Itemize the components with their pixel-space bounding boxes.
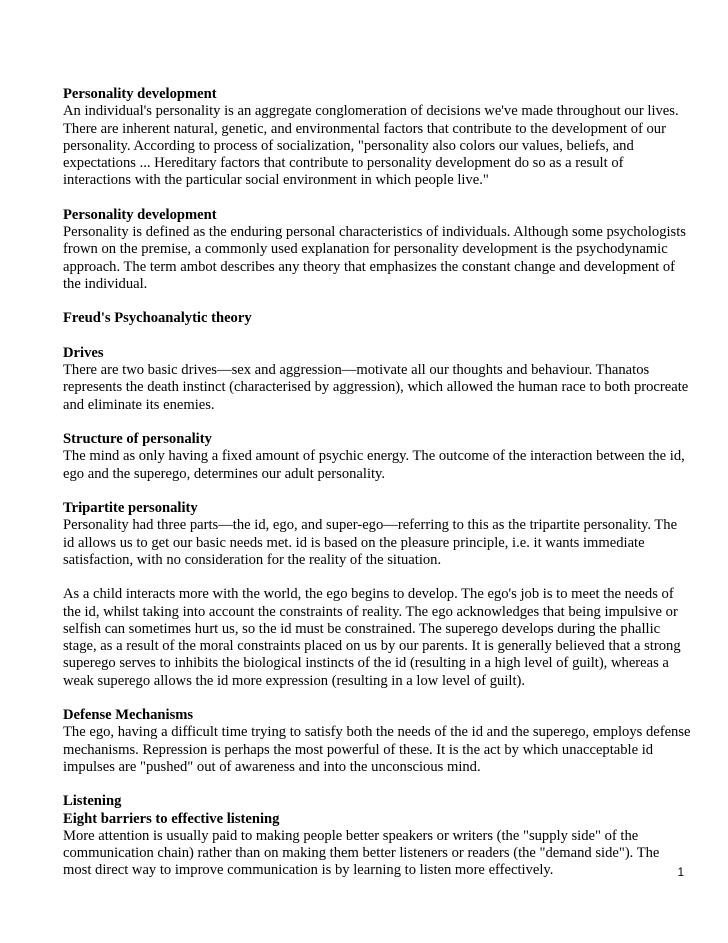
- section-paragraph: Personality is defined as the enduring personal characteristics of individuals. Although some psychologists frown on the premise, a commonly used explanation for personality development is the psychodynamic approach. The term ambot describes any theory that emphasizes the constant change and development of the individual.: [63, 224, 686, 292]
- section-paragraph: The ego, having a difficult time trying to satisfy both the needs of the id and the superego, employs defense mechanisms. Repression is perhaps the most powerful of these. It is the act by which unacceptable id impulses are "pushed" out of awareness and into the unconscious mind.: [63, 724, 691, 775]
- section-paragraph: There are two basic drives—sex and aggression—motivate all our thoughts and behaviour. Thanatos represents the death instinct (characterised by aggression), which allowed the human race to both procreate and eliminate its enemies.: [63, 362, 689, 413]
- page-number: 1: [677, 867, 684, 879]
- section-drives: [63, 345, 691, 414]
- section-personality-development-1: [63, 86, 691, 190]
- section-paragraph: An individual's personality is an aggregate conglomeration of decisions we've made throughout our lives. There are inherent natural, genetic, and environmental factors that contribute to the development of our personality. According to process of socialization, "personality also colors our values, beliefs, and expectations ... Hereditary factors that contribute to personality development do so as a result of interactions with the particular social environment in which people live.": [63, 103, 679, 189]
- document-body: [63, 86, 691, 897]
- section-heading: Tripartite personality: [63, 500, 198, 516]
- section-listening: [63, 793, 691, 879]
- section-personality-development-2: [63, 207, 691, 293]
- section-subheading: Eight barriers to effective listening: [63, 810, 280, 827]
- section-structure-of-personality: [63, 431, 691, 483]
- section-tripartite-personality: [63, 500, 691, 569]
- section-freud-theory: [63, 310, 691, 327]
- section-heading: Personality development: [63, 206, 217, 223]
- section-paragraph: The mind as only having a fixed amount of psychic energy. The outcome of the interaction between the id, ego and the superego, determines our adult personality.: [63, 448, 685, 482]
- section-ego-development: [63, 586, 691, 690]
- section-heading: Structure of personality: [63, 431, 212, 447]
- section-heading: Defense Mechanisms: [63, 707, 194, 723]
- section-heading: Listening: [63, 793, 122, 810]
- section-defense-mechanisms: [63, 707, 691, 776]
- section-heading: Freud's Psychoanalytic theory: [63, 310, 252, 327]
- section-heading: Drives: [63, 344, 104, 361]
- section-heading: Personality development: [63, 86, 217, 102]
- section-paragraph: More attention is usually paid to making people better speakers or writers (the "supply side" of the communication chain) rather than on making them better listeners or readers (the "demand side"). The most direct way to improve communication is by learning to listen more effectively.: [63, 827, 660, 879]
- section-paragraph: As a child interacts more with the world, the ego begins to develop. The ego's job is to meet the needs of the id, whilst taking into account the constraints of reality. The ego acknowledges that being impulsive or selfish can sometimes hurt us, so the id must be constrained. The superego develops during the phallic stage, as a result of the moral constraints placed on us by our parents. It is generally believed that a strong superego serves to inhibits the biological instincts of the id (resulting in a high level of guilt), whereas a weak superego allows the id more expression (resulting in a low level of guilt).: [63, 586, 681, 689]
- section-paragraph: Personality had three parts—the id, ego, and super-ego—referring to this as the tripartite personality. The id allows us to get our basic needs met. id is based on the pleasure principle, i.e. it wants immediate satisfaction, with no consideration for the reality of the situation.: [63, 517, 678, 568]
